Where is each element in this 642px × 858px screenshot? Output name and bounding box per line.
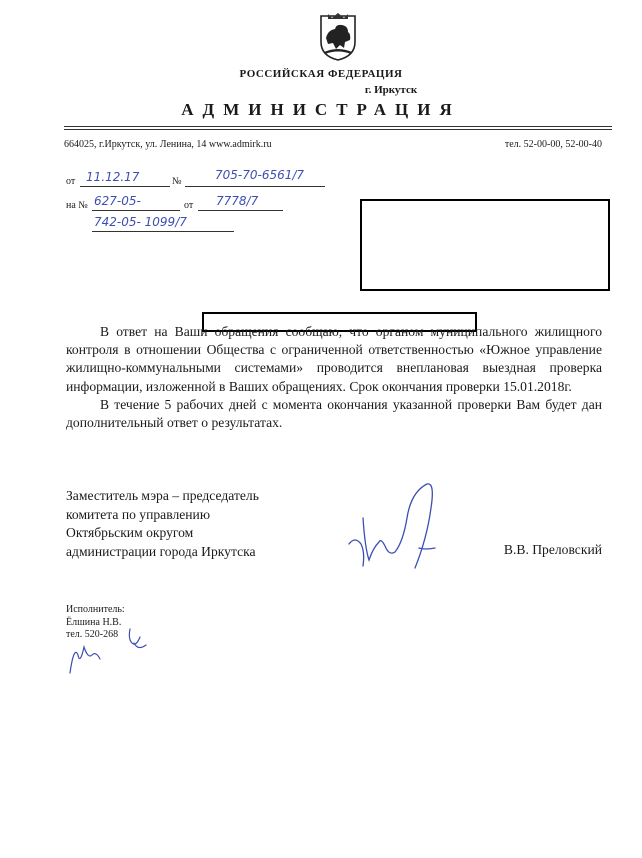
date-value: 11.12.17 (86, 170, 140, 184)
executor-label: Исполнитель: (66, 604, 125, 615)
reply-number-value: 627-05- (94, 194, 141, 208)
city-name: г. Иркутск (364, 84, 418, 96)
number-value: 705-70-6561/7 (215, 168, 305, 182)
body-paragraph-1: В ответ на Ваши обращения сообщаю, что органом муниципального жилищного контроля в отношении Общества с ограниченной ответственностью «Южное управление жилищно-коммунальными системами» проводится внеплановая выездная проверка информации, изложенной в Ваших обращениях. Срок окончания проверки 15.01.2018г. (66, 324, 602, 394)
reply-number-field (92, 194, 180, 211)
reply-from-label: от (184, 200, 194, 211)
date-field (80, 170, 170, 187)
signer-title-line-4: администрации города Иркутска (66, 543, 256, 559)
reply-label: на № (66, 200, 88, 211)
address-line: 664025, г.Иркутск, ул. Ленина, 14 www.admirk.ru (64, 139, 272, 150)
body-paragraph-2: В течение 5 рабочих дней с момента окончания указанной проверки Вам будет дан дополнительный ответ о результатах. (66, 396, 602, 431)
reply-date-field (198, 194, 283, 211)
handwritten-signature-icon (335, 478, 445, 588)
executor-initials-icon (64, 625, 164, 680)
number-label: № (172, 176, 182, 187)
administration-title: АДМИНИСТРАЦИЯ (181, 100, 461, 119)
header-divider-thin (64, 129, 612, 130)
from-label: от (66, 176, 76, 187)
country-name: РОССИЙСКАЯ ФЕДЕРАЦИЯ (239, 68, 403, 80)
signer-title-line-2: комитета по управлению (66, 506, 210, 522)
coat-of-arms-icon (318, 12, 358, 62)
number-field (185, 168, 325, 187)
executor-phone: тел. 520-268 (66, 629, 119, 641)
reply-line2-field (92, 215, 234, 232)
reply-date-value: 7778/7 (216, 194, 259, 208)
header-divider (64, 126, 612, 127)
phone-line: тел. 52-00-00, 52-00-40 (504, 139, 602, 150)
redacted-recipient-box (360, 199, 610, 291)
signer-name: В.В. Преловский (503, 542, 602, 557)
executor-name: Ёлшина Н.В. (66, 616, 122, 628)
signature-block (66, 487, 259, 561)
reply-line2-value: 742-05- 1099/7 (94, 215, 187, 229)
signer-title-line-1: Заместитель мэра – председатель (66, 488, 259, 503)
signer-title-line-3: Октябрьским округом (66, 525, 194, 541)
letter-body (66, 323, 602, 432)
